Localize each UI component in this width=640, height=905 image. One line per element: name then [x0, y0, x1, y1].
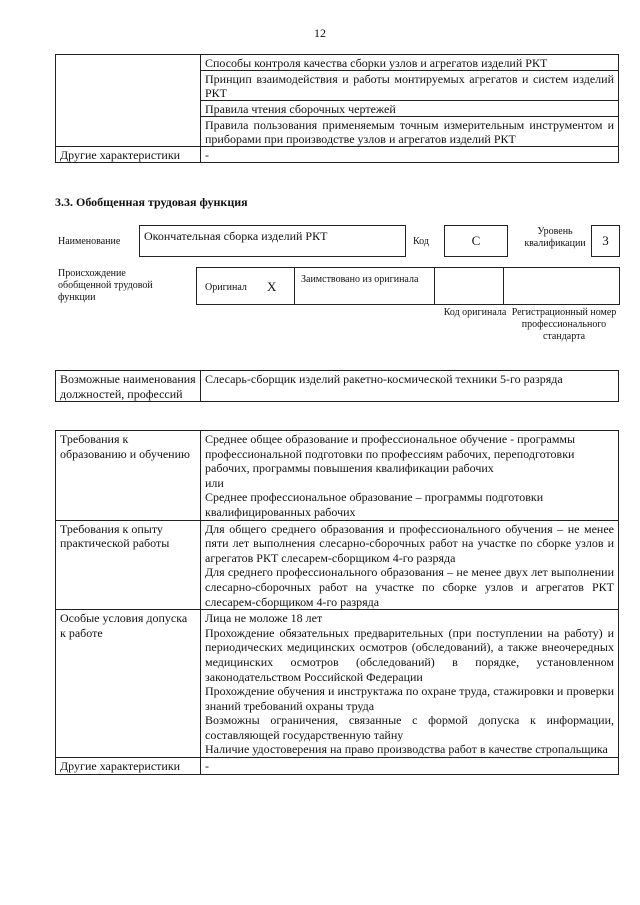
- level-label: Уровень квалификации: [524, 226, 586, 249]
- conditions-label: Особые условия допуска к работе: [56, 610, 201, 758]
- original-mark: X: [267, 279, 277, 294]
- conditions-cell: [201, 610, 619, 758]
- education-line: или: [205, 475, 224, 490]
- other-characteristics-value: -: [201, 758, 619, 775]
- name-value: Окончательная сборка изделий РКТ: [144, 229, 328, 243]
- code-label: Код: [413, 236, 429, 247]
- borrowed-label: Заимствовано из оригинала: [301, 274, 419, 285]
- experience-label: Требования к опыту практической работы: [56, 520, 201, 610]
- registration-number-caption: Регистрационный номер профессионального стандарта: [511, 307, 617, 342]
- education-label: Требования к образованию и обучению: [56, 431, 201, 521]
- other-characteristics-value: -: [201, 147, 619, 163]
- name-box: [139, 225, 406, 257]
- conditions-line: Прохождение обязательных предварительных (при поступлении на работу) и периодических медицинских осмотров (обследований), а также внеочередных медицинских осмотров (обследований) в порядке, установленном законодательством Российской Федерации: [205, 625, 614, 684]
- knowledge-row: Правила чтения сборочных чертежей: [201, 101, 619, 117]
- original-label: Оригинал: [205, 282, 247, 293]
- level-box: [591, 225, 620, 257]
- page-number: 12: [314, 26, 326, 40]
- other-characteristics-label: Другие характеристики: [56, 758, 201, 775]
- origin-box: [196, 267, 620, 305]
- education-line: Среднее общее образование и профессиональное обучение - программы профессиональной подготовки по профессиям рабочих, переподготовки рабочих, программы повышения квалификации рабочих: [205, 432, 576, 476]
- experience-line: Для общего среднего образования и профессионального обучения – не менее пяти лет выполнения слесарно-сборочных работ на участке по сборке узлов и агрегатов РКТ слесарем-сборщиком 4-го разряда: [205, 521, 614, 565]
- code-box: [444, 225, 508, 257]
- other-characteristics-label: Другие характеристики: [56, 147, 201, 163]
- positions-table: [55, 370, 619, 402]
- section-title: 3.3. Обобщенная трудовая функция: [55, 195, 248, 209]
- level-value: 3: [602, 233, 609, 248]
- education-line: Среднее профессиональное образование – программы подготовки квалифицированных рабочих: [205, 490, 544, 519]
- code-value: C: [471, 233, 481, 248]
- positions-label: Возможные наименования должностей, профессий: [56, 371, 201, 402]
- knowledge-row: Правила пользования применяемым точным измерительным инструментом и приборами при производстве узлов и агрегатов изделий РКТ: [201, 117, 619, 147]
- knowledge-row: Принцип взаимодействия и работы монтируемых агрегатов и систем изделий РКТ: [201, 71, 619, 101]
- experience-line: Для среднего профессионального образования – не менее двух лет выполнении слесарно-сборочных работ на участке по сборке узлов и агрегатов РКТ слесарем-сборщиком 4-го разряда: [205, 565, 614, 609]
- knowledge-label-cell: [56, 55, 201, 147]
- positions-value: Слесарь-сборщик изделий ракетно-космической техники 5-го разряда: [201, 371, 619, 402]
- conditions-line: Возможны ограничения, связанные с формой допуска к информации, составляющей государственную тайну: [205, 713, 614, 742]
- conditions-line: Наличие удостоверения на право производства работ в качестве стропальщика: [205, 742, 608, 757]
- conditions-line: Лица не моложе 18 лет: [205, 611, 323, 626]
- origin-label: Происхождение обобщенной трудовой функции: [58, 268, 153, 303]
- name-label: Наименование: [58, 236, 121, 247]
- code-original-caption: Код оригинала: [443, 307, 507, 318]
- conditions-line: Прохождение обучения и инструктажа по охране труда, стажировки и проверки знаний требований охраны труда: [205, 684, 614, 713]
- experience-cell: [201, 520, 619, 610]
- knowledge-row: Способы контроля качества сборки узлов и агрегатов изделий РКТ: [201, 55, 619, 71]
- education-cell: [201, 431, 619, 521]
- requirements-table: [55, 430, 619, 775]
- knowledge-table: [55, 54, 619, 163]
